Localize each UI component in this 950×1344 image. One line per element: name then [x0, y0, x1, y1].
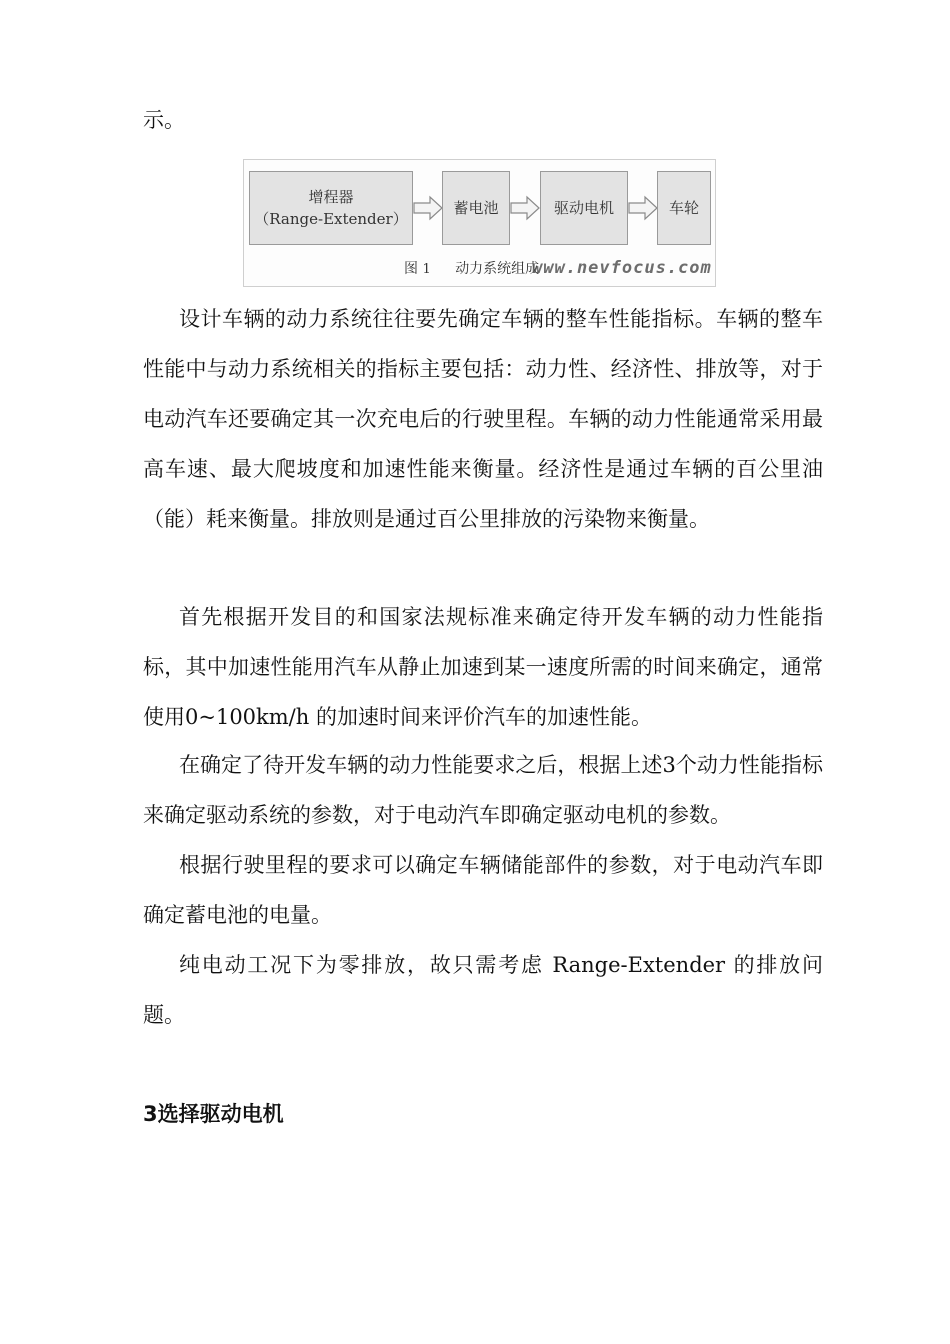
- battery-box: [442, 171, 510, 245]
- paragraph-5: 纯电动工况下为零排放，故只需考虑 Range-Extender 的排放问题。: [143, 953, 823, 1027]
- paragraph-3: 在确定了待开发车辆的动力性能要求之后，根据上述3个动力性能指标来确定驱动系统的参数，对于电动汽车即确定驱动电机的参数。: [143, 753, 823, 827]
- paragraph-1: 设计车辆的动力系统往往要先确定车辆的整车性能指标。车辆的整车性能中与动力系统相关的指标主要包括：动力性、经济性、排放等，对于电动汽车还要确定其一次充电后的行驶里程。车辆的动力性能通常采用最高车速、最大爬坡度和加速性能来衡量。经济性是通过车辆的百公里油（能）耗来衡量。排放则是通过百公里排放的污染物来衡量。: [143, 307, 823, 531]
- power-system-figure: [243, 159, 716, 287]
- figure-caption-text: 动力系统组成: [455, 261, 540, 277]
- arrow-right-icon: [413, 195, 443, 221]
- figure-caption-prefix: 图: [404, 261, 418, 277]
- paragraph-4: 根据行驶里程的要求可以确定车辆储能部件的参数，对于电动汽车即确定蓄电池的电量。: [143, 853, 823, 927]
- watermark: www.nevfocus.com: [532, 258, 712, 278]
- paragraph-2: 首先根据开发目的和国家法规标准来确定待开发车辆的动力性能指标，其中加速性能用汽车从静止加速到某一速度所需的时间来确定，通常使用0~100km/h 的加速时间来评价汽车的加速性能。: [143, 605, 823, 729]
- intro-fragment: 示。: [143, 108, 185, 132]
- section-heading: 3选择驱动电机: [143, 1102, 284, 1126]
- arrow-right-icon: [628, 195, 658, 221]
- drive-motor-label: 驱动电机: [553, 199, 614, 217]
- figure-caption: [404, 258, 539, 278]
- range-extender-label: 增程器: [308, 188, 354, 206]
- drive-motor-box: [540, 171, 628, 245]
- range-extender-sublabel: （Range-Extender）: [254, 210, 408, 228]
- figure-caption-number: 1: [422, 262, 431, 277]
- wheel-label: 车轮: [668, 199, 699, 217]
- wheel-box: [657, 171, 711, 245]
- arrow-right-icon: [510, 195, 540, 221]
- range-extender-box: [249, 171, 413, 245]
- battery-label: 蓄电池: [453, 199, 499, 217]
